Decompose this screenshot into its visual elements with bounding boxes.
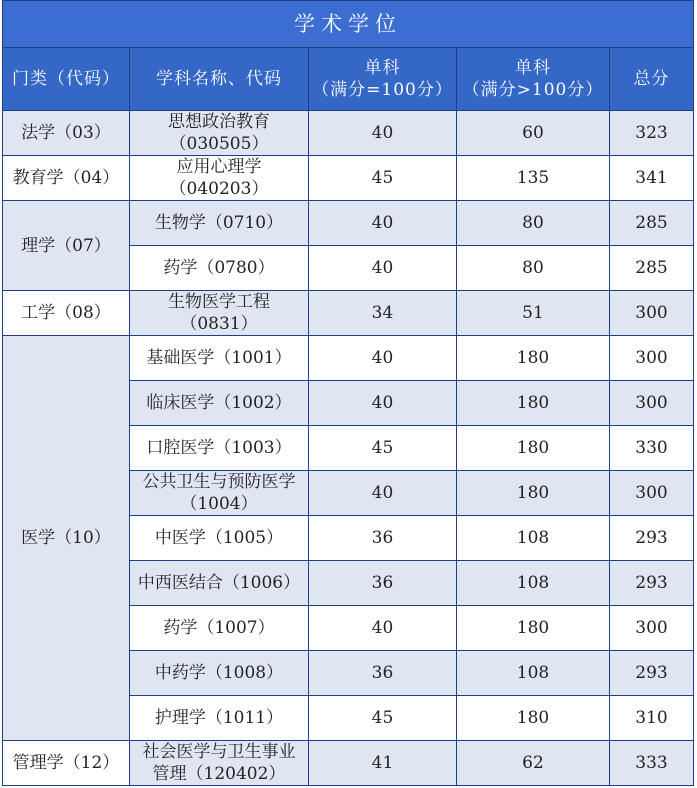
score-single-100-cell: 40 xyxy=(309,246,457,291)
score-total-cell: 330 xyxy=(610,426,694,471)
category-cell: 理学（07） xyxy=(3,201,130,291)
header-single-100-line2: （满分=100分） xyxy=(312,80,453,100)
score-total-cell: 300 xyxy=(610,381,694,426)
subject-line: 社会医学与卫生事业 xyxy=(142,742,296,762)
category-cell: 工学（08） xyxy=(3,291,130,336)
subject-cell xyxy=(130,246,309,291)
score-single-100-cell: 36 xyxy=(309,561,457,606)
score-single-100-cell: 40 xyxy=(309,111,457,156)
subject-line: （030505） xyxy=(169,134,269,154)
subject-line: （0831） xyxy=(180,314,258,334)
subject-line: 中西医结合（1006） xyxy=(137,573,301,593)
score-total-cell: 285 xyxy=(610,201,694,246)
table-row xyxy=(3,111,694,156)
score-single-100plus-cell: 62 xyxy=(457,741,610,786)
subject-line: 生物医学工程 xyxy=(168,292,270,312)
subject-cell xyxy=(130,336,309,381)
score-single-100plus-cell: 180 xyxy=(457,471,610,516)
score-single-100-cell: 40 xyxy=(309,381,457,426)
subject-line: 中药学（1008） xyxy=(154,663,284,683)
score-single-100plus-cell: 180 xyxy=(457,696,610,741)
subject-line: 护理学（1011） xyxy=(154,708,284,728)
score-single-100-cell: 40 xyxy=(309,606,457,651)
subject-cell xyxy=(130,516,309,561)
score-single-100plus-cell: 60 xyxy=(457,111,610,156)
score-total-cell: 300 xyxy=(610,291,694,336)
subject-line: 应用心理学 xyxy=(176,157,262,177)
score-total-cell: 293 xyxy=(610,516,694,561)
score-single-100plus-cell: 135 xyxy=(457,156,610,201)
score-total-cell: 310 xyxy=(610,696,694,741)
subject-cell xyxy=(130,696,309,741)
subject-line: 思想政治教育 xyxy=(168,112,270,132)
table-row xyxy=(3,156,694,201)
subject-cell xyxy=(130,561,309,606)
header-subject: 学科名称、代码 xyxy=(130,48,309,111)
score-single-100-cell: 45 xyxy=(309,426,457,471)
subject-cell xyxy=(130,426,309,471)
category-cell: 教育学（04） xyxy=(3,156,130,201)
subject-line: 药学（0780） xyxy=(163,258,275,278)
score-total-cell: 341 xyxy=(610,156,694,201)
category-cell: 医学（10） xyxy=(3,336,130,741)
table-title: 学术学位 xyxy=(3,1,694,48)
table-row xyxy=(3,201,694,246)
score-table xyxy=(2,0,694,786)
subject-line: 基础医学（1001） xyxy=(146,348,292,368)
score-single-100-cell: 36 xyxy=(309,651,457,696)
table-body xyxy=(3,111,694,786)
score-single-100plus-cell: 180 xyxy=(457,381,610,426)
score-single-100-cell: 40 xyxy=(309,336,457,381)
subject-line: （1004） xyxy=(180,494,258,514)
score-single-100plus-cell: 180 xyxy=(457,426,610,471)
score-total-cell: 300 xyxy=(610,471,694,516)
header-total: 总分 xyxy=(610,48,694,111)
subject-cell xyxy=(130,381,309,426)
header-single-100 xyxy=(309,48,457,111)
score-total-cell: 293 xyxy=(610,651,694,696)
header-single-100plus xyxy=(457,48,610,111)
score-single-100-cell: 45 xyxy=(309,696,457,741)
subject-cell xyxy=(130,201,309,246)
score-single-100plus-cell: 180 xyxy=(457,606,610,651)
subject-line: 药学（1007） xyxy=(163,618,275,638)
subject-cell xyxy=(130,741,309,786)
subject-cell xyxy=(130,651,309,696)
score-single-100-cell: 45 xyxy=(309,156,457,201)
subject-line: 临床医学（1002） xyxy=(146,393,292,413)
score-total-cell: 300 xyxy=(610,606,694,651)
subject-cell xyxy=(130,156,309,201)
subject-cell xyxy=(130,471,309,516)
subject-cell xyxy=(130,606,309,651)
subject-line: 口腔医学（1003） xyxy=(146,438,292,458)
score-single-100-cell: 40 xyxy=(309,471,457,516)
score-table-container xyxy=(2,0,695,786)
score-single-100plus-cell: 108 xyxy=(457,651,610,696)
subject-cell xyxy=(130,111,309,156)
score-single-100-cell: 34 xyxy=(309,291,457,336)
score-single-100-cell: 41 xyxy=(309,741,457,786)
category-cell: 管理学（12） xyxy=(3,741,130,786)
score-total-cell: 323 xyxy=(610,111,694,156)
subject-line: 管理（120402） xyxy=(152,764,286,784)
subject-cell xyxy=(130,291,309,336)
subject-line: 中医学（1005） xyxy=(154,528,284,548)
subject-line: 公共卫生与预防医学 xyxy=(142,472,296,492)
score-total-cell: 285 xyxy=(610,246,694,291)
table-row xyxy=(3,336,694,381)
table-row xyxy=(3,741,694,786)
header-single-100plus-line1: 单科 xyxy=(515,58,551,78)
score-single-100plus-cell: 108 xyxy=(457,561,610,606)
table-row xyxy=(3,291,694,336)
header-single-100-line1: 单科 xyxy=(364,58,401,78)
score-single-100plus-cell: 80 xyxy=(457,246,610,291)
score-single-100plus-cell: 108 xyxy=(457,516,610,561)
score-single-100-cell: 40 xyxy=(309,201,457,246)
score-total-cell: 300 xyxy=(610,336,694,381)
score-single-100-cell: 36 xyxy=(309,516,457,561)
subject-line: （040203） xyxy=(169,179,269,199)
score-single-100plus-cell: 80 xyxy=(457,201,610,246)
header-category: 门类（代码） xyxy=(3,48,130,111)
score-total-cell: 293 xyxy=(610,561,694,606)
score-single-100plus-cell: 180 xyxy=(457,336,610,381)
category-cell: 法学（03） xyxy=(3,111,130,156)
score-single-100plus-cell: 51 xyxy=(457,291,610,336)
header-single-100plus-line2: （满分>100分） xyxy=(462,80,604,100)
score-total-cell: 333 xyxy=(610,741,694,786)
subject-line: 生物学（0710） xyxy=(154,213,284,233)
